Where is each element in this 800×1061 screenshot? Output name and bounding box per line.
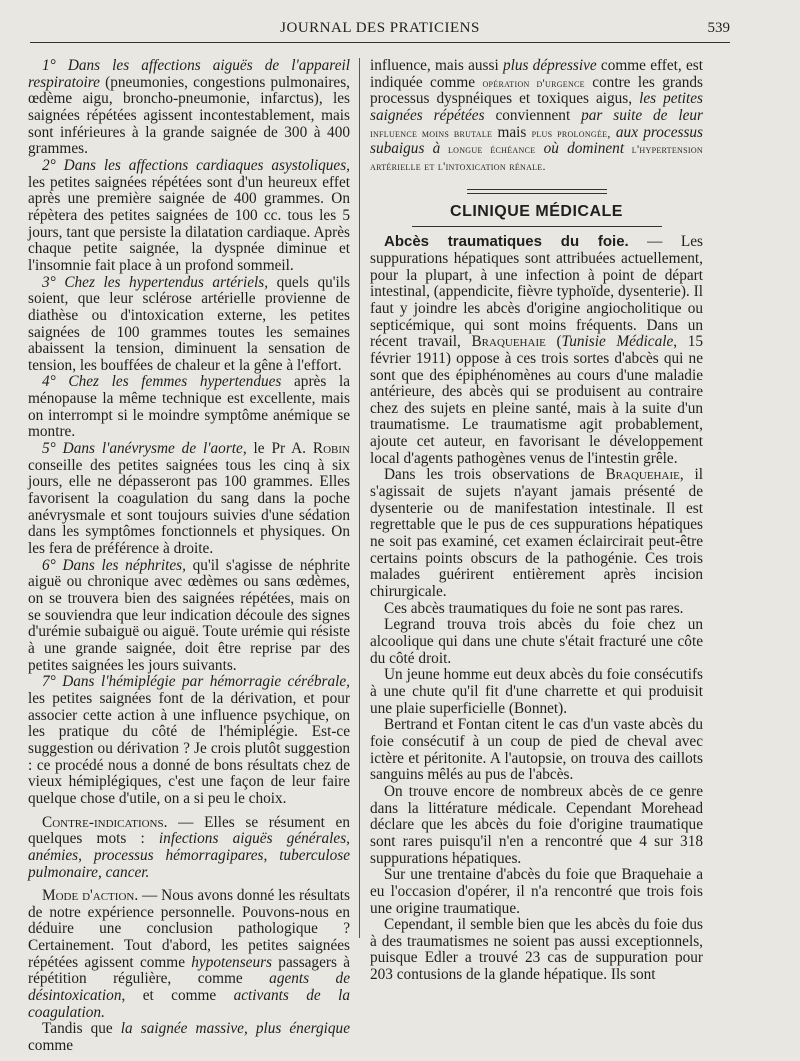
article-intro: Abcès traumatiques du foie. — Les suppurations hépatiques sont attribuées actuellement, pour la plupart, à une infection à point de départ intestinal, (appendicite, fièvre typhoïde, dysenterie). Il faut y joindre les abcès d'origine angiocholitique ou septicémique, qui sont moins fréquents. Dans un récent travail, Braquehaie (Tunisie Médicale, 15 février 1911) oppose à ces trois sortes d'abcès qui ne sont que des épiphénomènes au cours d'une maladie antérieure, des abcès qui se produisent au contraire chez des sujets en pleine santé, mais à la suite d'un traumatisme. Le traumatisme agit probablement, ajoute cet auteur, en favorisant le développement local d'agents pathogènes venus de l'intestin grêle. (370, 233, 703, 467)
paragraph-morehead: On trouve encore de nombreux abcès de ce genre dans la littérature médicale. Cependant Morehead déclare que les abcès du foie d'origine traumatique sont rares puisqu'il n'en a rencontré que 4 sur 318 suppurations hépatiques. (370, 782, 703, 867)
paragraph-contraindications: Contre-indications. — Elles se résument en quelques mots : infections aiguës générales, anémies, processus hémorragipares, tuberculose pulmonaire, cancer. (28, 813, 350, 881)
column-divider (359, 58, 360, 938)
running-header (30, 20, 730, 42)
article-title: Abcès traumatiques du foie. (384, 233, 629, 251)
page-number: 539 (707, 20, 730, 36)
paragraph-edler: Cependant, il semble bien que les abcès du foie dus à des traumatismes ne soient pas aussi exceptionnels, puisque Edler a trouvé 23 cas de suppuration pour 203 contusions de la glande hépatique. Ils sont (370, 916, 703, 984)
section-title: CLINIQUE MÉDICALE (450, 202, 623, 220)
header-rule (30, 42, 730, 43)
paragraph-not-rare: Ces abcès traumatiques du foie ne sont pas rares. (384, 599, 684, 617)
journal-title: JOURNAL DES PRATICIENS (280, 20, 480, 36)
paragraph-hemiplegia: 7° Dans l'hémiplégie par hémorragie cérébrale, les petites saignées font de la dérivation, et pour associer cette action à une influence psychique, on les pratique du côté de l'hémiplégie. Est-ce suggestion ou dérivation ? Je crois plutôt suggestion : ce procédé nous a donné de bons résultats chez de vieux hémiplégiques, c'est une façon de leur faire quelque chose d'utile, on a si peu le choix. (28, 673, 350, 807)
paragraph-legrand: Legrand trouva trois abcès du foie chez un alcoolique qui dans une chute s'était fracturé une côte du côté droit. (370, 616, 703, 667)
paragraph-observations: Dans les trois observations de Braquehaie, il s'agissait de sujets n'ayant jamais présenté de dysenterie ou de manifestation intestinale. Il est regrettable que le pus de ces suppurations hépatiques ne soit pas examiné, cet examen éclaircirait peut-être certains points obscurs de la pathogénie. Ces trois malades guérirent entièrement après incision chirurgicale. (370, 466, 703, 601)
paragraph-cardiac: 2° Dans les affections cardiaques asystoliques, les petites saignées répétées sont d'un heureux effet après une première saignée de 400 grammes. On répètera des petites saignées de 100 cc. tous les 5 jours, tant que persiste la dilatation cardiaque. Après chaque petite saignée, la dyspnée diminue et l'insomnie fait place à un profond sommeil. (28, 156, 350, 274)
paragraph-bonnet: Un jeune homme eut deux abcès du foie consécutifs à une chute qu'il fit d'une charrette et qui produisit une plaie superficielle (Bonnet). (370, 666, 703, 717)
paragraph-continuation: influence, mais aussi plus dépressive comme effet, est indiquée comme opération d'urgence contre les grands processus dyspnéiques et toxiques aigus, les petites saignées répétées conviennent par suite de leur influence moins brutale mais plus prolongée, aux processus subaigus à longue échéance où dominent l'hypertension artérielle et l'intoxication rénale. (370, 57, 703, 173)
paragraph-braquehaie-cases: Sur une trentaine d'abcès du foie que Braquehaie a eu l'occasion d'opérer, il n'a rencontré que trois fois une origine traumatique. (370, 866, 703, 917)
right-column (370, 58, 703, 984)
paragraph-nephritis: 6° Dans les néphrites, qu'il s'agisse de néphrite aiguë ou chronique avec œdèmes ou sans œdèmes, on se trouvera bien des saignées répétées, mais on se souviendra que leur indication découle des signes d'urémie subaiguë ou aiguë. Toute urémie qui résiste à une grande saignée, doit être reprise par des petites saignées les jours suivants. (28, 556, 350, 674)
left-column (28, 58, 350, 1055)
paragraph-hypertension: 3° Chez les hypertendus artériels, quels qu'ils soient, que leur sclérose artérielle provienne de diathèse ou d'intoxication externe, les petites saignées de 100 grammes toutes les semaines abaissent la tension, diminuent la sensation de tension, les bouffées de chaleur et la gêne à l'effort. (28, 273, 350, 374)
paragraph-women-hypertension: 4° Chez les femmes hypertendues après la ménopause la même technique est excellente, mais on interrompt si le moindre symptôme anémique se montre. (28, 373, 350, 441)
paragraph-bertrand-fontan: Bertrand et Fontan citent le cas d'un vaste abcès du foie consécutif à un coup de pied de cheval avec ictère et péritonite. A l'autopsie, on trouva des caillots sanguins mêlés au pus de l'abcès. (370, 716, 703, 784)
section-divider (467, 189, 607, 194)
paragraph-aneurysm: 5° Dans l'anévrysme de l'aorte, le Pr A. Robin conseille des petites saignées tous les cinq à six jours, elle ne dépasseront pas 100 grammes. Elles favorisent la coagulation du sang dans la poche anévrysmale et sont toujours suivies d'une sédation dans les symptômes fonctionnels et physiques. On les fera de préférence à droite. (28, 440, 350, 558)
paragraph-massive-bleeding: Tandis que la saignée massive, plus énergique comme (28, 1020, 350, 1055)
paragraph-respiratory: 1° Dans les affections aiguës de l'appareil respiratoire (pneumonies, congestions pulmonaires, œdème aigu, broncho-pneumonie, infarctus), les saignées répétées agissent incontestablement, mais sont inférieures à la grande saignée de 300 à 400 grammes. (28, 57, 350, 158)
paragraph-mode-of-action: Mode d'action. — Nous avons donné les résultats de notre expérience personnelle. Pouvons-nous en déduire une conclusion pathologique ? Certainement. Tout d'abord, les petites saignées répétées agissent comme hypotenseurs passagers à répétition régulière, comme agents de désintoxication, et comme activants de la coagulation. (28, 887, 350, 1021)
